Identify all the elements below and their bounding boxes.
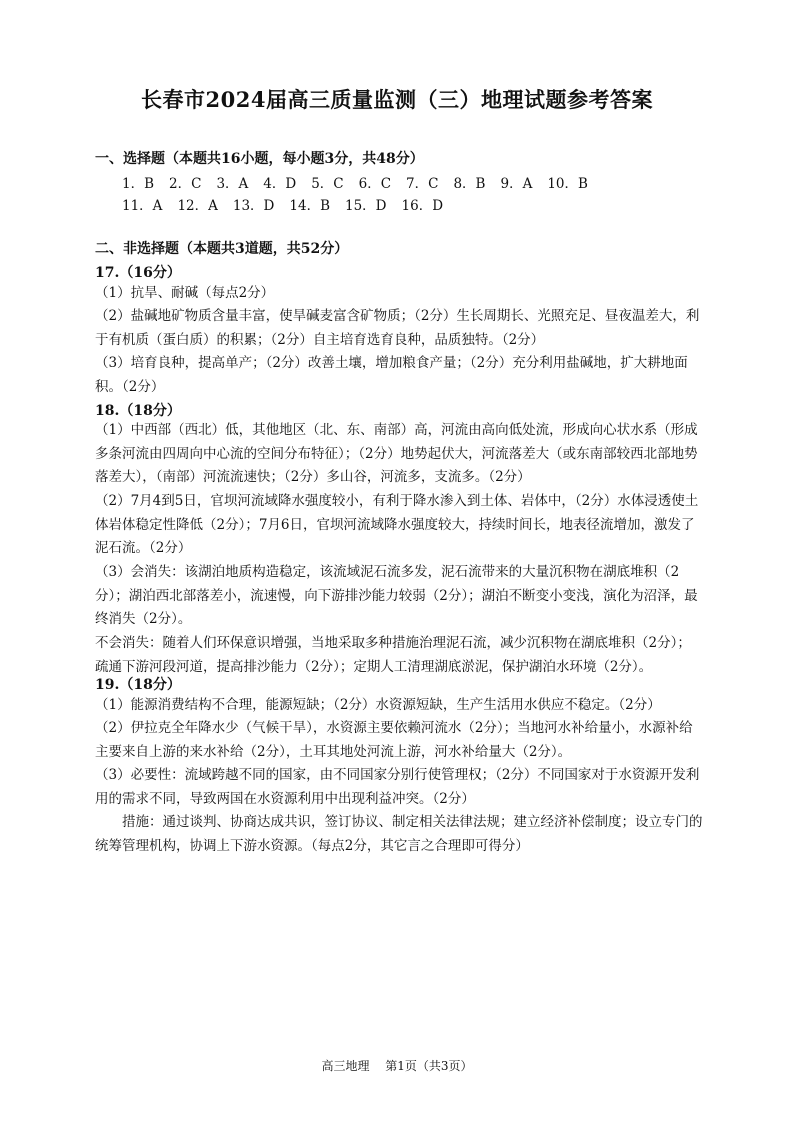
q18-part1: （1）中西部（西北）低，其他地区（北、东、南部）高，河流由高向低处流，形成向心状水系（形成多条河流由四周向中心流的空间分布特征）；（2分）地势起伏大，河流落差大（或东南部较西北部地势落差大），（南部）河流流速快；（2分）多山谷，河流多，支流多。（2分）: [95, 422, 698, 485]
question-17-label: 17.（16分）: [95, 265, 181, 281]
answer-item: 6．C: [358, 176, 392, 192]
answer-item: 1．B: [122, 176, 155, 192]
answer-item: 9．A: [500, 176, 533, 192]
answer-item: 8．B: [453, 176, 486, 192]
question-18-label: 18.（18分）: [95, 403, 181, 419]
answer-item: 15．D: [345, 198, 387, 214]
question-19-label: 19.（18分）: [95, 677, 181, 693]
answer-row-1: [122, 172, 603, 192]
q19-part3: （3）必要性：流域跨越不同的国家，由不同国家分别行使管理权；（2分）不同国家对于水资源开发利用的需求不同，导致两国在水资源利用中出现利益冲突。（2分）: [95, 767, 700, 807]
page-title: 长春市2024届高三质量监测（三）地理试题参考答案: [141, 87, 653, 112]
q18-part2: （2）7月4到5日，官坝河流域降水强度较小，有利于降水渗入到土体、岩体中，（2分）水体浸透使土体岩体稳定性降低（2分）；7月6日，官坝河流域降水强度较大，持续时间长，地表径流增加，激发了泥石流。（2分）: [95, 493, 699, 556]
answer-item: 11．A: [122, 198, 163, 214]
q17-part3: （3）培育良种，提高单产；（2分）改善土壤，增加粮食产量；（2分）充分利用盐碱地，扩大耕地面积。（2分）: [95, 355, 688, 395]
answer-item: 16．D: [401, 198, 444, 214]
section-heading-choice: 一、选择题（本题共16小题，每小题3分，共48分）: [95, 151, 424, 167]
section-heading-nonchoice: 二、非选择题（本题共3道题，共52分）: [95, 241, 349, 257]
q18-part4: 不会消失：随着人们环保意识增强，当地采取多种措施治理泥石流，减少沉积物在湖底堆积（2分）；疏通下游河段河道，提高排沙能力（2分）；定期人工清理湖底淤泥，保护湖泊水环境（2分）。: [95, 635, 691, 675]
answer-item: 2．C: [169, 176, 202, 192]
answer-item: 12．A: [177, 198, 218, 214]
answer-row-2: [122, 194, 458, 214]
q19-part2: （2）伊拉克全年降水少（气候干旱），水资源主要依赖河流水（2分）；当地河水补给量小，水源补给主要来自上游的来水补给（2分），土耳其地处河流上游，河水补给量大（2分）。: [95, 720, 693, 760]
answer-item: 10．B: [547, 176, 588, 192]
answer-item: 5．C: [311, 176, 344, 192]
answer-item: 13．D: [232, 198, 275, 214]
q18-part3: （3）会消失：该湖泊地质构造稳定，该流域泥石流多发，泥石流带来的大量沉积物在湖底堆积（2分）；湖泊西北部落差小，流速慢，向下游排沙能力较弱（2分）；湖泊不断变小变浅，演化为沼泽，最终消失（2分）。: [95, 564, 698, 627]
q19-part1: （1）能源消费结构不合理，能源短缺；（2分）水资源短缺，生产生活用水供应不稳定。（2分）: [95, 697, 661, 713]
answer-item: 7．C: [406, 176, 439, 192]
q17-part1: （1）抗旱、耐碱（每点2分）: [95, 285, 275, 301]
answer-item: 3．A: [216, 176, 249, 192]
answer-item: 4．D: [263, 176, 297, 192]
q17-part2: （2）盐碱地矿物质含量丰富，使旱碱麦富含矿物质；（2分）生长周期长、光照充足、昼夜温差大，利于有机质（蛋白质）的积累；（2分）自主培育选育良种，品质独特。（2分）: [95, 308, 700, 348]
page-footer: 高三地理 第1页（共3页）: [321, 1059, 473, 1073]
q19-part4: 措施：通过谈判、协商达成共识，签订协议、制定相关法律法规；建立经济补偿制度；设立专门的统筹管理机构，协调上下游水资源。（每点2分，其它言之合理即可得分）: [95, 814, 703, 854]
answer-item: 14．B: [289, 198, 330, 214]
